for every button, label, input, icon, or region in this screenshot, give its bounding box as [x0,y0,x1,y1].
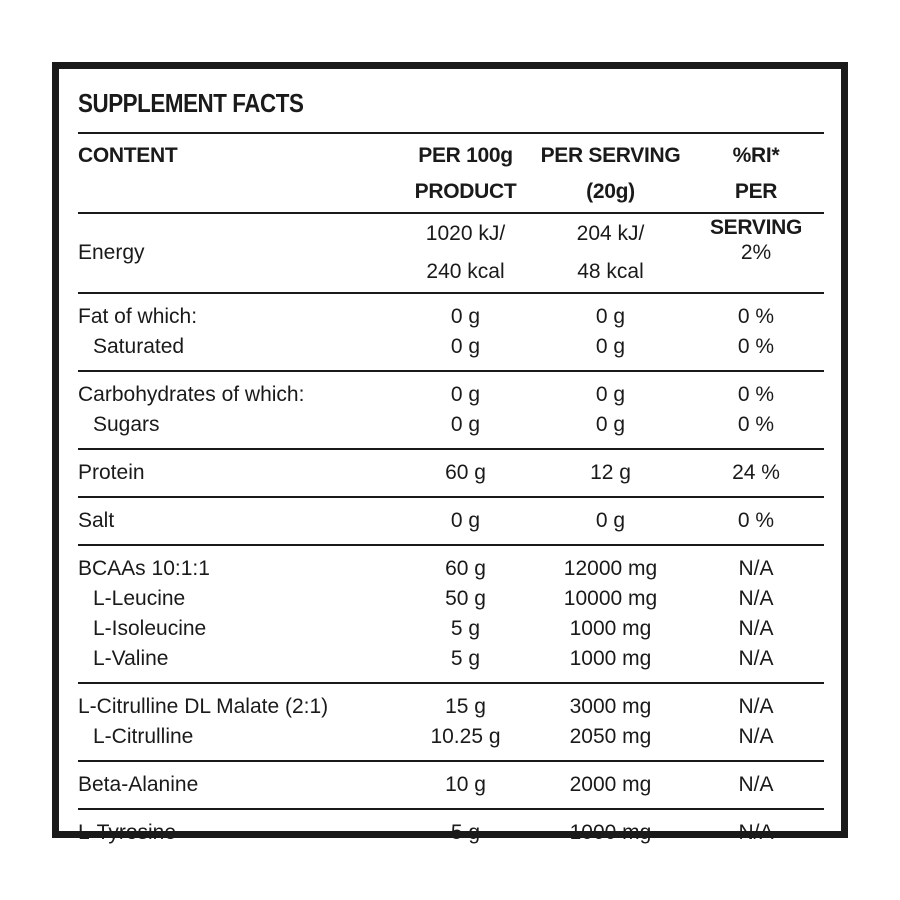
ri-value: N/A [738,725,774,748]
nutrient-label: L-Isoleucine [93,617,207,640]
energy-per-serving [533,215,688,291]
table-row [78,584,824,614]
ri-value: N/A [738,695,774,718]
ri-value: 0 % [737,509,775,532]
table-row [78,818,824,848]
per-100g-value: 0 g [450,305,481,328]
per-serving-value: 1000 mg [569,647,652,670]
nutrient-groups [78,292,824,856]
header-content [78,134,398,212]
energy-per-serving-kj: 204 kJ/ [576,222,645,245]
ri-value: 0 % [737,413,775,436]
per-serving-value: 10000 mg [563,587,658,610]
ri-value: 24 % [732,461,780,484]
table-row [78,644,824,674]
ri-value: N/A [738,821,774,844]
per-100g-value: 50 g [445,587,486,610]
nutrient-label: L-Leucine [93,587,186,610]
panel-content [78,88,824,856]
header-per-100g-line2: PRODUCT [414,180,517,203]
header-per-serving-line1: PER SERVING [540,144,681,167]
per-serving-value: 0 g [595,413,626,436]
nutrient-label: L-Valine [93,647,169,670]
header-content-label: CONTENT [78,144,178,167]
nutrient-label: L-Citrulline DL Malate (2:1) [78,695,329,718]
per-100g-value: 60 g [445,557,486,580]
table-row [78,554,824,584]
energy-label: Energy [78,241,145,264]
nutrient-label: L-Citrulline [93,725,194,748]
table-row [78,410,824,440]
table-row [78,692,824,722]
energy-per-100g [398,215,533,291]
nutrient-label: Salt [78,509,115,532]
supplement-facts-panel [52,62,848,844]
per-serving-value: 3000 mg [569,695,652,718]
nutrient-group [78,808,824,856]
per-serving-value: 12000 mg [563,557,658,580]
header-ri [688,134,824,239]
nutrient-label: Saturated [93,335,185,358]
per-serving-value: 12 g [590,461,631,484]
nutrient-group [78,682,824,760]
header-ri-line2: PER SERVING [709,180,803,239]
nutrient-label: Fat of which: [78,305,198,328]
nutrient-label: Beta-Alanine [78,773,199,796]
nutrient-group [78,370,824,448]
header-per-serving-line2: (20g) [586,180,635,203]
per-serving-value: 0 g [595,509,626,532]
nutrient-label: L-Tyrosine [78,821,177,844]
nutrient-label: Sugars [93,413,160,436]
nutrient-label: BCAAs 10:1:1 [78,557,210,580]
per-100g-value: 10 g [445,773,486,796]
ri-value: 0 % [737,383,775,406]
nutrient-label: Carbohydrates of which: [78,383,305,406]
per-100g-value: 0 g [450,335,481,358]
per-100g-value: 10.25 g [430,725,501,748]
per-serving-value: 1000 mg [569,617,652,640]
table-row [78,770,824,800]
ri-value: N/A [738,557,774,580]
header-per-100g [398,134,533,212]
table-row [78,380,824,410]
table-row [78,458,824,488]
table-row [78,506,824,536]
per-serving-value: 0 g [595,305,626,328]
per-100g-value: 0 g [450,383,481,406]
ri-value: N/A [738,617,774,640]
nutrient-group [78,292,824,370]
per-serving-value: 2000 mg [569,773,652,796]
per-100g-value: 5 g [450,617,481,640]
facts-table [78,132,824,856]
per-100g-value: 0 g [450,509,481,532]
panel-title: SUPPLEMENT FACTS [78,88,304,118]
nutrient-label: Protein [78,461,145,484]
per-100g-value: 60 g [445,461,486,484]
nutrient-group [78,496,824,544]
energy-per-serving-kcal: 48 kcal [577,260,644,283]
per-serving-value: 0 g [595,383,626,406]
ri-value: N/A [738,647,774,670]
header-per-100g-line1: PER 100g [418,144,513,167]
nutrient-group [78,544,824,682]
ri-value: 0 % [737,335,775,358]
table-row [78,302,824,332]
ri-value: N/A [738,773,774,796]
header-ri-line1: %RI* [732,144,780,167]
per-100g-value: 15 g [445,695,486,718]
per-serving-value: 1000 mg [569,821,652,844]
per-100g-value: 0 g [450,413,481,436]
nutrient-group [78,760,824,808]
table-row [78,722,824,752]
energy-per-100g-kj: 1020 kJ/ [425,222,506,245]
per-serving-value: 0 g [595,335,626,358]
nutrient-group [78,448,824,496]
header-per-serving [533,134,688,212]
energy-per-100g-kcal: 240 kcal [426,260,505,283]
ri-value: N/A [738,587,774,610]
table-row [78,614,824,644]
per-100g-value: 5 g [450,821,481,844]
per-serving-value: 2050 mg [569,725,652,748]
ri-value: 0 % [737,305,775,328]
energy-ri: 2% [740,241,772,264]
table-row [78,332,824,362]
per-100g-value: 5 g [450,647,481,670]
